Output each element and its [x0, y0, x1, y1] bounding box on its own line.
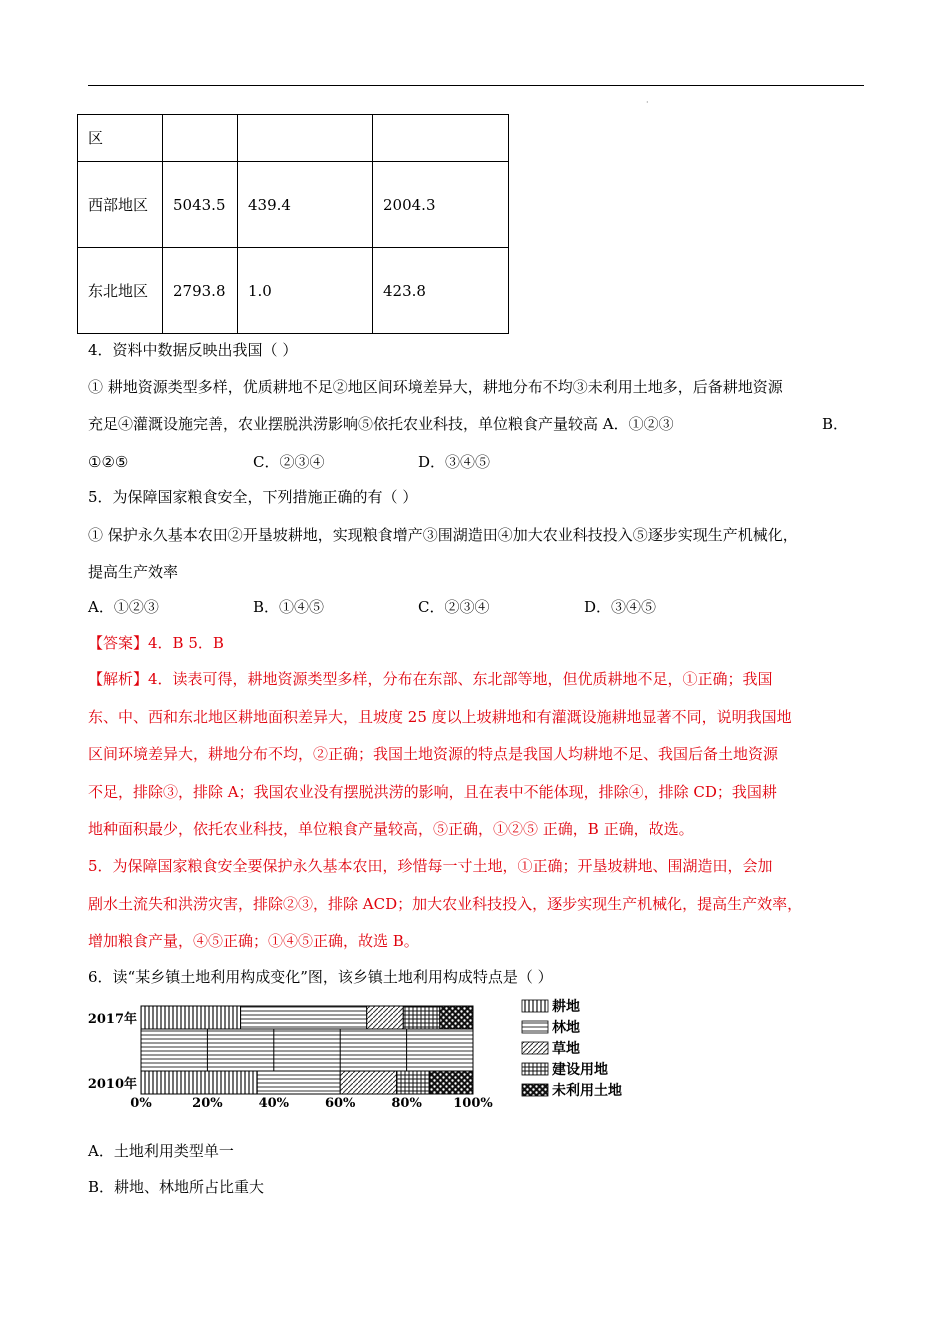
chart-bar-segment	[440, 1006, 473, 1029]
chart-legend-swatch	[522, 1042, 548, 1054]
chart-legend-label: 耕地	[552, 999, 580, 1015]
q6-stem: 6．读“某乡镇土地利用构成变化”图，该乡镇土地利用构成特点是（ ）	[88, 968, 553, 986]
chart-bar-segment	[141, 1006, 241, 1029]
q5-option-b: B．①④⑤	[253, 598, 325, 616]
table-cell: 2793.8	[163, 248, 238, 334]
chart-bar-segment	[257, 1071, 340, 1094]
answer-line: 【答案】4．B 5．B	[88, 634, 224, 652]
analysis-line: 【解析】4．读表可得，耕地资源类型多样，分布在东部、东北部等地，但优质耕地不足，①正确；我国	[88, 670, 773, 688]
chart-category-label: 2010年	[88, 1077, 137, 1092]
q4-option-b-label: B．	[822, 415, 849, 433]
table-cell: 区	[78, 115, 163, 162]
table-cell: 东北地区	[78, 248, 163, 334]
chart-legend-label: 未利用土地	[552, 1083, 622, 1099]
chart-bar-segment	[367, 1006, 404, 1029]
q5-option-d: D．③④⑤	[584, 598, 657, 616]
land-use-chart	[88, 998, 648, 1118]
data-table	[77, 114, 509, 334]
chart-middle-band	[141, 1029, 473, 1071]
chart-tick-label: 0%	[130, 1096, 152, 1111]
table-row	[78, 115, 509, 162]
table-cell: 西部地区	[78, 162, 163, 248]
q4-text-line2: 充足④灌溉设施完善，农业摆脱洪涝影响⑤依托农业科技，单位粮食产量较高 A．①②③	[88, 415, 674, 433]
chart-bar-segment	[397, 1071, 430, 1094]
analysis-line: 增加粮食产量，④⑤正确；①④⑤正确，故选 B。	[88, 932, 419, 950]
q4-text-line1: ① 耕地资源类型多样，优质耕地不足②地区间环境差异大，耕地分布不均③未利用土地多，后备耕地资源	[88, 378, 783, 396]
header-rule	[88, 85, 864, 86]
q4-option-b: ①②⑤	[88, 453, 129, 471]
analysis-line: 剧水土流失和洪涝灾害，排除②③，排除 ACD；加大农业科技投入，逐步实现生产机械化，提高生产效率，	[88, 895, 803, 913]
chart-tick-label: 80%	[391, 1096, 422, 1111]
q5-text-line1: ① 保护永久基本农田②开垦坡耕地，实现粮食增产③围湖造田④加大农业科技投入⑤逐步实现生产机械化，	[88, 526, 798, 544]
q4-option-d: D．③④⑤	[418, 453, 491, 471]
land-use-chart-svg	[88, 998, 648, 1118]
chart-tick-label: 20%	[192, 1096, 223, 1111]
chart-bar-segment	[141, 1071, 257, 1094]
q4-stem: 4．资料中数据反映出我国（ ）	[88, 341, 298, 359]
q5-stem: 5．为保障国家粮食安全，下列措施正确的有（ ）	[88, 488, 418, 506]
q6-option-a: A．土地利用类型单一	[88, 1142, 234, 1160]
table-cell	[238, 115, 373, 162]
table-row	[78, 162, 509, 248]
q5-option-c: C．②③④	[418, 598, 490, 616]
chart-legend-label: 建设用地	[552, 1062, 608, 1078]
table-cell: 1.0	[238, 248, 373, 334]
chart-legend-swatch	[522, 1021, 548, 1033]
chart-bar-segment	[340, 1071, 396, 1094]
table-cell	[373, 115, 509, 162]
chart-tick-label: 60%	[324, 1096, 356, 1111]
table-cell: 2004.3	[373, 162, 509, 248]
analysis-line: 东、中、西和东北地区耕地面积差异大，且坡度 25 度以上坡耕地和有灌溉设施耕地显著不同，说明我国地	[88, 708, 792, 726]
chart-legend-swatch	[522, 1084, 548, 1096]
chart-legend-swatch	[522, 1063, 548, 1075]
chart-tick-label: 100%	[453, 1096, 493, 1111]
q5-option-a: A．①②③	[88, 598, 159, 616]
table-cell: 439.4	[238, 162, 373, 248]
chart-bar-segment	[241, 1006, 367, 1029]
chart-legend-label: 草地	[552, 1041, 580, 1057]
chart-bar-segment	[430, 1071, 473, 1094]
table-cell: 423.8	[373, 248, 509, 334]
analysis-line: 区间环境差异大，耕地分布不均，②正确；我国土地资源的特点是我国人均耕地不足、我国后备土地资源	[88, 745, 779, 763]
q4-option-c: C．②③④	[253, 453, 325, 471]
header-dot: ·	[646, 98, 649, 107]
chart-bar-segment	[403, 1006, 440, 1029]
q5-text-line2: 提高生产效率	[88, 563, 179, 581]
table-row	[78, 248, 509, 334]
chart-legend-swatch	[522, 1000, 548, 1012]
table-cell	[163, 115, 238, 162]
q6-option-b: B．耕地、林地所占比重大	[88, 1178, 265, 1196]
analysis-line: 地种面积最少，依托农业科技，单位粮食产量较高，⑤正确，①②⑤ 正确，B 正确，故选。	[88, 820, 694, 838]
analysis-line: 不足，排除③，排除 A；我国农业没有摆脱洪涝的影响，且在表中不能体现，排除④，排除 CD；我国耕	[88, 783, 777, 801]
chart-tick-label: 40%	[258, 1096, 290, 1111]
chart-category-label: 2017年	[88, 1012, 137, 1027]
chart-legend-label: 林地	[552, 1020, 580, 1036]
analysis-line: 5．为保障国家粮食安全要保护永久基本农田，珍惜每一寸土地，①正确；开垦坡耕地、围湖造田，会加	[88, 857, 773, 875]
table-cell: 5043.5	[163, 162, 238, 248]
